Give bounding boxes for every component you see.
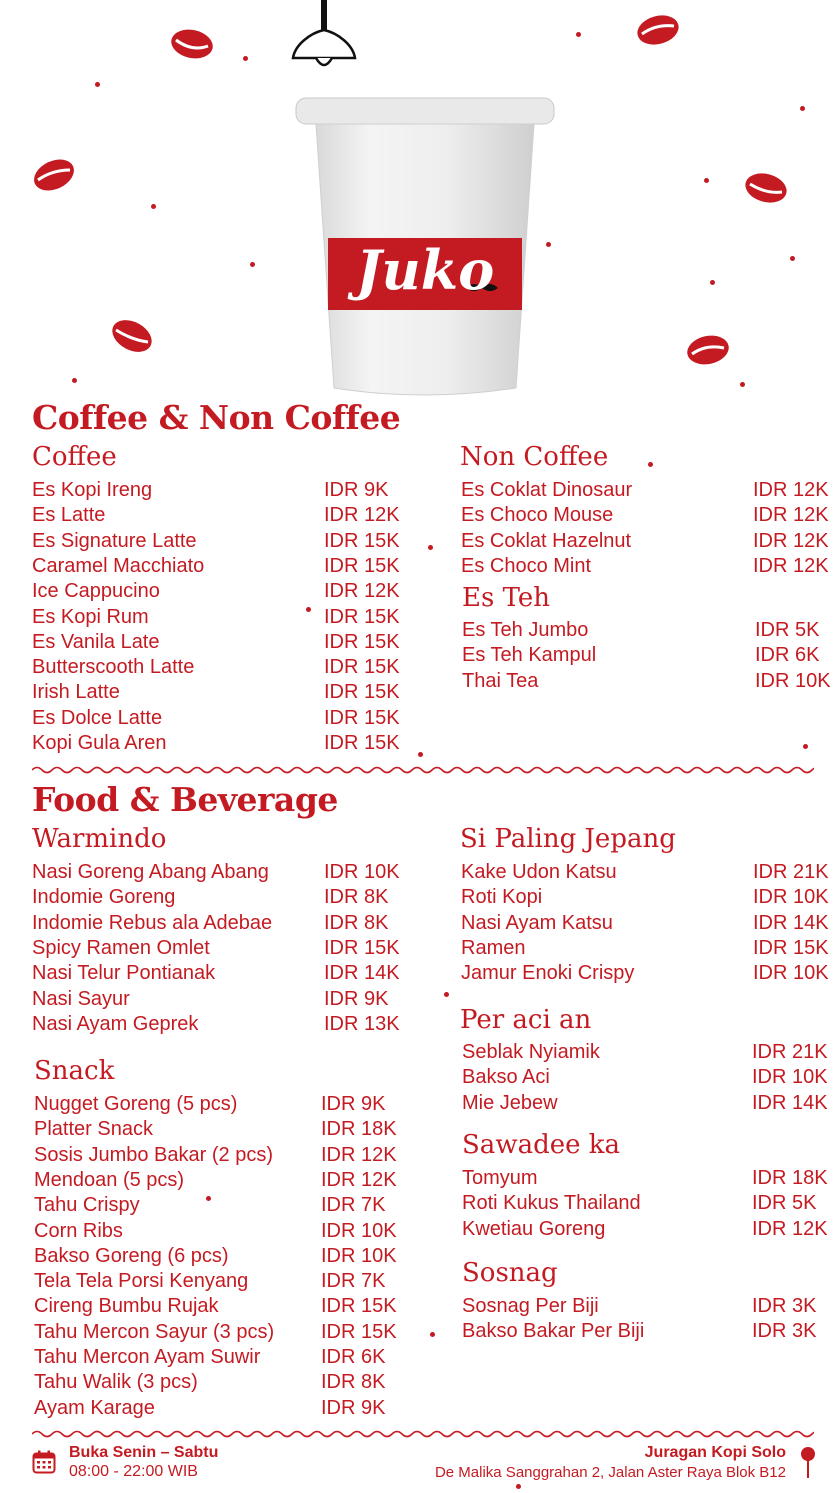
menu-item-price: IDR 18K (752, 1167, 828, 1189)
category-title-snack: Snack (34, 1056, 115, 1086)
menu-item-name: Tahu Mercon Sayur (3 pcs) (34, 1320, 275, 1343)
menu-item-price: IDR 8K (324, 886, 389, 909)
menu-item-price: IDR 12K (324, 580, 400, 603)
hanging-lamp-icon (290, 0, 360, 78)
menu-item-name: Nasi Ayam Katsu (461, 911, 613, 934)
coffee-bean-icon (110, 318, 154, 354)
menu-item-name: Sosis Jumbo Bakar (2 pcs) (34, 1143, 273, 1166)
menu-item-name: Nugget Goreng (5 pcs) (34, 1093, 238, 1115)
decor-dot (250, 262, 255, 267)
menu-item-price: IDR 21K (753, 861, 829, 883)
menu-item-price: IDR 8K (321, 1371, 386, 1394)
menu-item-price: IDR 10K (752, 1066, 828, 1089)
menu-item-name: Tomyum (462, 1167, 538, 1189)
category-title-si-paling-jepang: Si Paling Jepang (460, 824, 676, 854)
decor-dot (428, 545, 433, 550)
menu-item-price: IDR 6K (321, 1346, 386, 1368)
menu-item-price: IDR 12K (324, 504, 400, 527)
store-name: Juragan Kopi Solo (644, 1444, 786, 1461)
menu-item-name: Roti Kukus Thailand (462, 1192, 641, 1215)
menu-item-price: IDR 12K (753, 554, 829, 577)
category-title-per-aci-an: Per aci an (460, 1005, 592, 1035)
menu-item-name: Es Choco Mint (461, 554, 592, 577)
wavy-divider (32, 764, 814, 776)
menu-item-price: IDR 15K (324, 605, 400, 628)
menu-item-price: IDR 14K (752, 1091, 828, 1114)
menu-item-name: Bakso Aci (462, 1066, 550, 1089)
menu-item-price: IDR 9K (321, 1396, 386, 1419)
menu-item-price: IDR 15K (324, 630, 400, 653)
decor-dot (710, 280, 715, 285)
coffee-bean-icon (686, 334, 730, 366)
menu-item-name: Jamur Enoki Crispy (461, 962, 635, 985)
menu-item-price: IDR 10K (753, 886, 829, 909)
menu-item-price: IDR 3K (752, 1320, 817, 1343)
menu-item-name: Sosnag Per Biji (462, 1295, 599, 1317)
menu-item-price: IDR 12K (321, 1168, 397, 1191)
calendar-icon (32, 1450, 56, 1474)
menu-item-name: Indomie Rebus ala Adebae (32, 911, 273, 934)
menu-item-name: Caramel Macchiato (32, 554, 205, 577)
menu-item-price: IDR 9K (324, 987, 389, 1010)
menu-item-price: IDR 15K (321, 1320, 397, 1343)
menu-item-name: Irish Latte (32, 681, 120, 704)
menu-item-name: Tahu Mercon Ayam Suwir (34, 1346, 261, 1368)
menu-item-price: IDR 12K (321, 1143, 397, 1166)
category-title-sosnag: Sosnag (462, 1258, 558, 1288)
menu-item-name: Ice Cappucino (32, 580, 160, 603)
menu-item-name: Es Teh Kampul (462, 644, 597, 667)
menu-item-name: Platter Snack (34, 1118, 153, 1141)
map-pin-icon (800, 1446, 816, 1480)
menu-item-price: IDR 10K (321, 1219, 397, 1242)
menu-item-price: IDR 13K (324, 1012, 400, 1035)
menu-item-price: IDR 5K (755, 619, 820, 641)
menu-item-price: IDR 6K (755, 644, 820, 667)
decor-dot (546, 242, 551, 247)
coffee-bean-icon (636, 14, 680, 46)
decor-dot (576, 32, 581, 37)
menu-item-price: IDR 15K (321, 1295, 397, 1318)
menu-item-name: Nasi Ayam Geprek (32, 1012, 199, 1035)
menu-item-price: IDR 5K (752, 1192, 817, 1215)
menu-item-name: Cireng Bumbu Rujak (34, 1295, 219, 1318)
menu-item-price: IDR 18K (321, 1118, 397, 1141)
opening-hours: 08:00 - 22:00 WIB (69, 1463, 198, 1480)
menu-item-price: IDR 10K (755, 669, 831, 692)
menu-item-price: IDR 21K (752, 1041, 828, 1063)
decor-dot (418, 752, 423, 757)
menu-item-name: Es Coklat Dinosaur (461, 479, 633, 501)
cup-brand-label: Juko (356, 238, 495, 302)
menu-item-name: Es Vanila Late (32, 630, 160, 653)
menu-item-name: Es Dolce Latte (32, 706, 163, 729)
menu-item-price: IDR 14K (324, 962, 400, 985)
menu-item-price: IDR 15K (324, 706, 400, 729)
menu-item-name: Es Choco Mouse (461, 504, 614, 527)
menu-item-price: IDR 15K (324, 656, 400, 679)
decor-dot (740, 382, 745, 387)
menu-item-name: Tahu Crispy (34, 1194, 140, 1217)
category-title-non-coffee: Non Coffee (460, 442, 609, 472)
section-title-food-beverage: Food & Beverage (32, 780, 338, 819)
menu-item-price: IDR 15K (324, 732, 400, 754)
decor-dot (790, 256, 795, 261)
menu-item-price: IDR 15K (324, 554, 400, 577)
menu-item-name: Corn Ribs (34, 1219, 123, 1242)
category-title-es-teh: Es Teh (462, 583, 551, 613)
menu-item-price: IDR 15K (324, 529, 400, 552)
menu-item-name: Thai Tea (462, 669, 539, 692)
category-title-sawadee-ka: Sawadee ka (462, 1130, 621, 1160)
menu-item-name: Butterscooth Latte (32, 656, 195, 679)
menu-item-name: Ayam Karage (34, 1396, 155, 1419)
menu-item-name: Nasi Telur Pontianak (32, 962, 216, 985)
menu-item-price: IDR 10K (324, 861, 400, 883)
menu-item-price: IDR 3K (752, 1295, 817, 1317)
menu-item-price: IDR 15K (324, 936, 400, 959)
decor-dot (430, 1332, 435, 1337)
decor-dot (704, 178, 709, 183)
decor-dot (800, 106, 805, 111)
coffee-bean-icon (170, 28, 214, 60)
decor-dot (516, 1484, 521, 1489)
menu-item-name: Es Latte (32, 504, 106, 527)
decor-dot (95, 82, 100, 87)
menu-item-name: Kopi Gula Aren (32, 732, 167, 754)
menu-item-price: IDR 8K (324, 911, 389, 934)
menu-item-name: Nasi Goreng Abang Abang (32, 861, 269, 883)
menu-item-price: IDR 14K (753, 911, 829, 934)
menu-item-price: IDR 7K (321, 1194, 386, 1217)
menu-item-name: Nasi Sayur (32, 987, 130, 1010)
menu-item-name: Tela Tela Porsi Kenyang (34, 1270, 249, 1293)
decor-dot (151, 204, 156, 209)
decor-dot (803, 744, 808, 749)
section-title-coffee-noncoffee: Coffee & Non Coffee (32, 398, 401, 437)
menu-item-name: Es Kopi Rum (32, 605, 149, 628)
menu-item-price: IDR 10K (321, 1244, 397, 1267)
menu-item-name: Es Coklat Hazelnut (461, 529, 632, 552)
menu-item-price: IDR 10K (753, 962, 829, 985)
category-title-coffee: Coffee (32, 442, 117, 472)
decor-dot (648, 462, 653, 467)
menu-item-price: IDR 12K (752, 1217, 828, 1240)
decor-dot (306, 607, 311, 612)
menu-item-price: IDR 7K (321, 1270, 386, 1293)
menu-item-name: Seblak Nyiamik (462, 1041, 600, 1063)
menu-item-name: Es Signature Latte (32, 529, 197, 552)
decor-dot (444, 992, 449, 997)
category-title-warmindo: Warmindo (32, 824, 167, 854)
opening-days: Buka Senin – Sabtu (69, 1444, 219, 1461)
menu-item-price: IDR 12K (753, 529, 829, 552)
menu-item-name: Spicy Ramen Omlet (32, 936, 210, 959)
menu-item-price: IDR 12K (753, 504, 829, 527)
decor-dot (243, 56, 248, 61)
menu-item-name: Es Teh Jumbo (462, 619, 589, 641)
menu-item-name: Bakso Bakar Per Biji (462, 1320, 645, 1343)
menu-item-name: Kake Udon Katsu (461, 861, 617, 883)
menu-item-name: Kwetiau Goreng (462, 1217, 606, 1240)
menu-item-name: Mendoan (5 pcs) (34, 1168, 185, 1191)
decor-dot (72, 378, 77, 383)
menu-item-name: Mie Jebew (462, 1091, 558, 1114)
menu-item-name: Es Kopi Ireng (32, 479, 153, 501)
coffee-bean-icon (744, 172, 788, 204)
wavy-divider (32, 1428, 814, 1440)
menu-item-name: Ramen (461, 936, 526, 959)
menu-item-name: Roti Kopi (461, 886, 543, 909)
menu-item-price: IDR 12K (753, 479, 829, 501)
coffee-bean-icon (32, 158, 76, 192)
menu-item-name: Indomie Goreng (32, 886, 176, 909)
menu-item-price: IDR 9K (321, 1093, 386, 1115)
menu-item-name: Bakso Goreng (6 pcs) (34, 1244, 229, 1267)
menu-item-price: IDR 15K (324, 681, 400, 704)
menu-item-price: IDR 9K (324, 479, 389, 501)
decor-dot (206, 1196, 211, 1201)
menu-item-price: IDR 15K (753, 936, 829, 959)
menu-item-name: Tahu Walik (3 pcs) (34, 1371, 198, 1394)
store-address: De Malika Sanggrahan 2, Jalan Aster Raya Blok B12 (434, 1464, 786, 1481)
